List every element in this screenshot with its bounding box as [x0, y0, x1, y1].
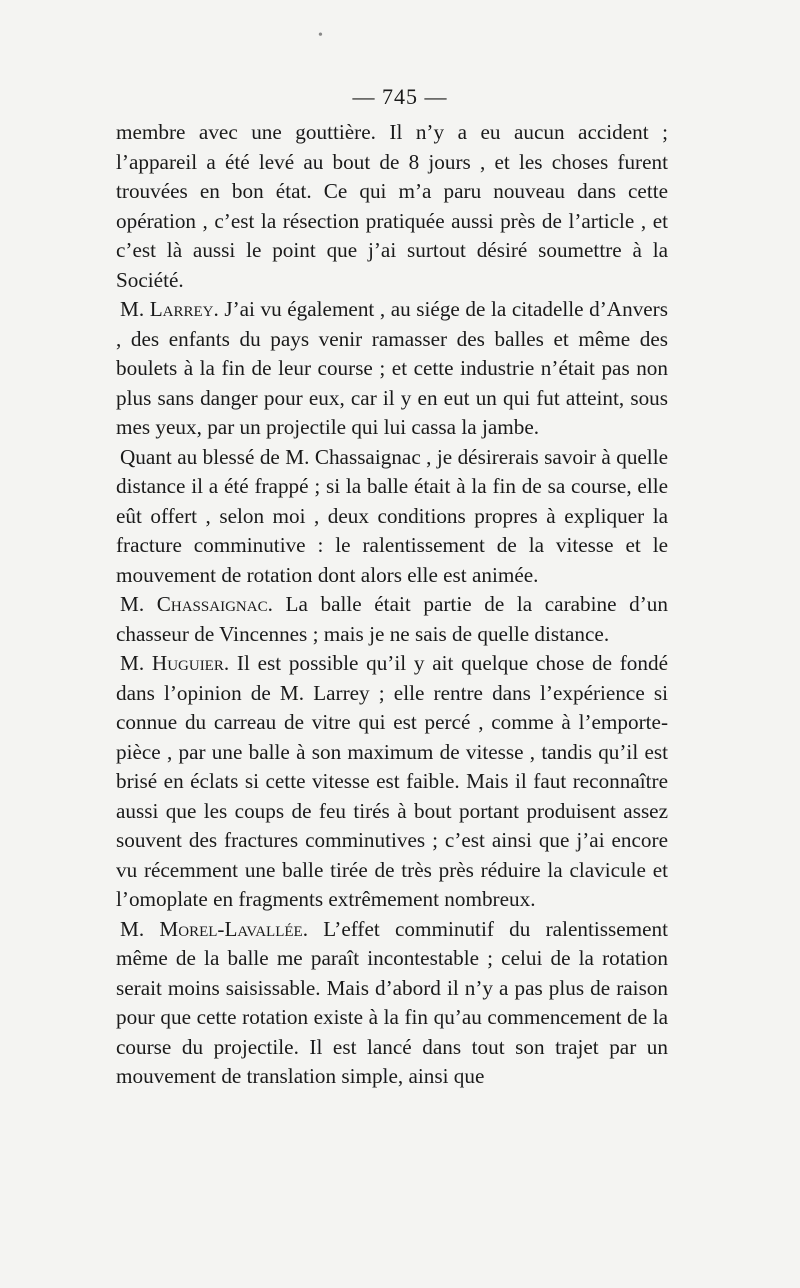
- speaker-name: M. Larrey.: [120, 297, 219, 321]
- body-text: [116, 118, 668, 1092]
- paragraph-5: [116, 649, 668, 915]
- paragraph-6: [116, 915, 668, 1092]
- paragraph-text: Il est possible qu’il y ait quelque chose de fondé dans l’opinion de M. Larrey ; elle rentre dans l’expérience si connue du carreau de vitre qui est percé , comme à l’emporte-pièce , par une balle à son maximum de vitesse , tandis qu’il est brisé en éclats si cette vitesse est faible. Mais il faut reconnaître aussi que les coups de feu tirés à bout portant produisent assez souvent des fractures comminutives ; c’est ainsi que j’ai encore vu récemment une balle tirée de très près réduire la clavicule et l’omoplate en fragments extrêmement nombreux.: [116, 651, 668, 911]
- paragraph-3: [116, 443, 668, 591]
- speaker-name: M. Morel-Lavallée.: [120, 916, 308, 941]
- page-number: — 745 —: [352, 84, 448, 109]
- paragraph-text: Quant au blessé de M. Chassaignac , je désirerais savoir à quelle distance il a été frappé ; si la balle était à la fin de sa course, elle eût offert , selon moi , deux conditions propres à expliquer la fracture comminutive : le ralentissement de la vitesse et le mouvement de rotation dont alors elle est animée.: [116, 444, 668, 587]
- paragraph-text: J’ai vu également , au siége de la citadelle d’Anvers , des enfants du pays venir ramasser des balles et même des boulets à la fin de leur course ; et cette industrie n’était pas non plus sans danger pour eux, car il y en eut un qui fut atteint, sous mes yeux, par un projectile qui lui cassa la jambe.: [116, 297, 668, 439]
- speaker-name: M. Huguier.: [120, 651, 230, 675]
- speaker-name: M. Chassaignac.: [120, 592, 273, 616]
- speck-mark: •: [318, 28, 323, 43]
- paragraph-4: [116, 590, 668, 649]
- paragraph-text: La balle était partie de la carabine d’un chasseur de Vincennes ; mais je ne sais de quelle distance.: [116, 592, 668, 646]
- paragraph-text: membre avec une gouttière. Il n’y a eu aucun accident ; l’appareil a été levé au bout de 8 jours , et les choses furent trouvées en bon état. Ce qui m’a paru nouveau dans cette opération , c’est la résection pratiquée aussi près de l’article , et c’est là aussi le point que j’ai surtout désiré soumettre à la Société.: [116, 120, 668, 292]
- paragraph-1: [116, 118, 668, 295]
- paragraph-2: [116, 295, 668, 443]
- paragraph-text: L’effet comminutif du ralentissement même de la balle me paraît incontestable ; celui de la rotation serait moins saisissable. Mais d’abord il n’y a pas plus de raison pour que cette rotation existe à la fin qu’au commencement de la course du projectile. Il est lancé dans tout son trajet par un mouvement de translation simple, ainsi que: [116, 916, 668, 1088]
